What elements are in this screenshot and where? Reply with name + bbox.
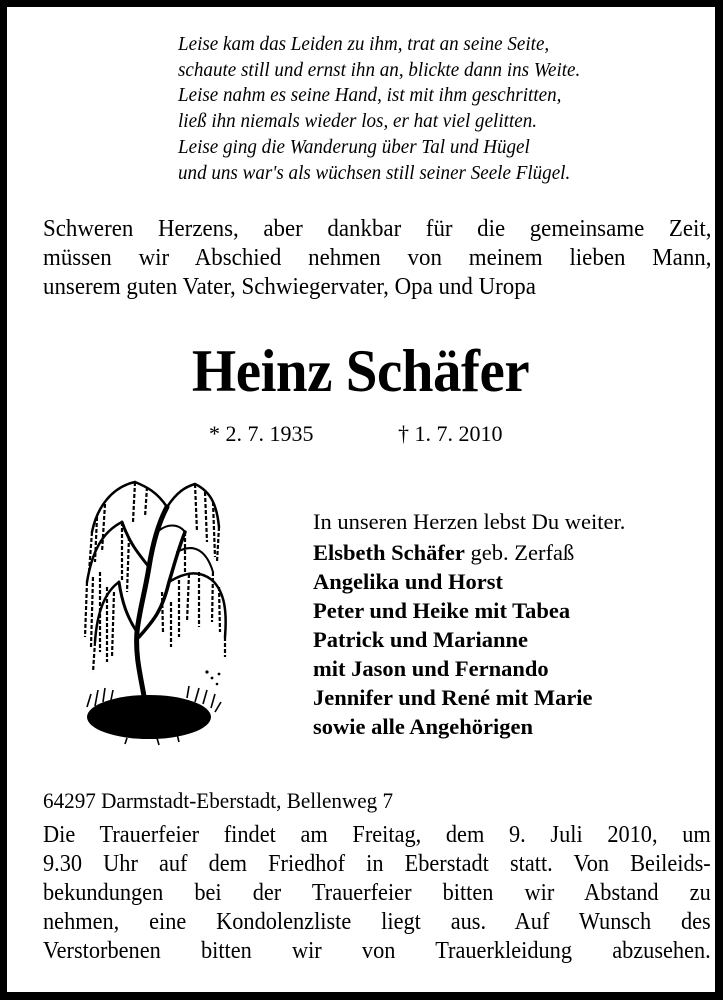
family-member-name: Elsbeth Schäfer bbox=[313, 540, 465, 565]
family-member-suffix: geb. Zerfaß bbox=[464, 540, 575, 565]
intro-line: Schweren Herzens, aber dankbar für die gemeinsame Zeit, bbox=[43, 216, 712, 242]
family-member bbox=[313, 625, 625, 654]
notice-line: Verstorbenen bitten wir von Trauerkleidung abzusehen. bbox=[43, 938, 711, 964]
notice-line: bekundungen bei der Trauerfeier bitten wir Abstand zu bbox=[43, 880, 711, 906]
notice-line: nehmen, eine Kondolenzliste liegt aus. Auf Wunsch des bbox=[43, 909, 711, 935]
family-member-name: Jennifer und René mit Marie bbox=[313, 685, 593, 710]
family-member-name: sowie alle Angehörigen bbox=[313, 714, 533, 739]
intro-text bbox=[43, 215, 711, 302]
family-member bbox=[313, 538, 625, 567]
poem-line: ließ ihn niemals wieder los, er hat viel gelitten. bbox=[178, 110, 538, 133]
poem-line: Leise nahm es seine Hand, ist mit ihm geschritten, bbox=[178, 84, 562, 107]
notice-line: Die Trauerfeier findet am Freitag, dem 9. Juli 2010, um bbox=[43, 822, 711, 848]
family-member-name: mit Jason und Fernando bbox=[313, 656, 549, 681]
intro-line: unserem guten Vater, Schwiegervater, Opa und Uropa bbox=[43, 274, 536, 300]
family-motto: In unseren Herzen lebst Du weiter. bbox=[313, 509, 626, 534]
weeping-willow-tree-icon bbox=[67, 462, 237, 747]
family-member-name: Angelika und Horst bbox=[313, 569, 504, 594]
poem-line: und uns war's als wüchsen still seiner Seele Flügel. bbox=[178, 161, 571, 184]
death-date: † 1. 7. 2010 bbox=[398, 421, 503, 446]
family-member bbox=[313, 654, 625, 683]
address: 64297 Darmstadt-Eberstadt, Bellenweg 7 bbox=[43, 788, 394, 813]
poem-line: schaute still und ernst ihn an, blickte dann ins Weite. bbox=[178, 58, 581, 81]
deceased-name bbox=[7, 336, 715, 406]
intro-line: müssen wir Abschied nehmen von meinem lieben Mann, bbox=[43, 245, 712, 271]
funeral-notice bbox=[43, 821, 711, 966]
poem bbox=[178, 32, 580, 186]
poem-line: Leise kam das Leiden zu ihm, trat an seine Seite, bbox=[178, 33, 550, 55]
family-member bbox=[313, 683, 625, 712]
birth-date: * 2. 7. 1935 bbox=[209, 421, 314, 446]
family-member bbox=[313, 567, 625, 596]
family-member bbox=[313, 596, 625, 625]
deceased-name-text: Heinz Schäfer bbox=[192, 338, 530, 404]
poem-line: Leise ging die Wanderung über Tal und Hügel bbox=[178, 135, 530, 158]
family-member-name: Peter und Heike mit Tabea bbox=[313, 598, 571, 623]
family-member-name: Patrick und Marianne bbox=[313, 627, 529, 652]
notice-line: 9.30 Uhr auf dem Friedhof in Eberstadt statt. Von Beileids- bbox=[43, 851, 711, 877]
family-list bbox=[313, 507, 625, 741]
family-member bbox=[313, 712, 625, 741]
